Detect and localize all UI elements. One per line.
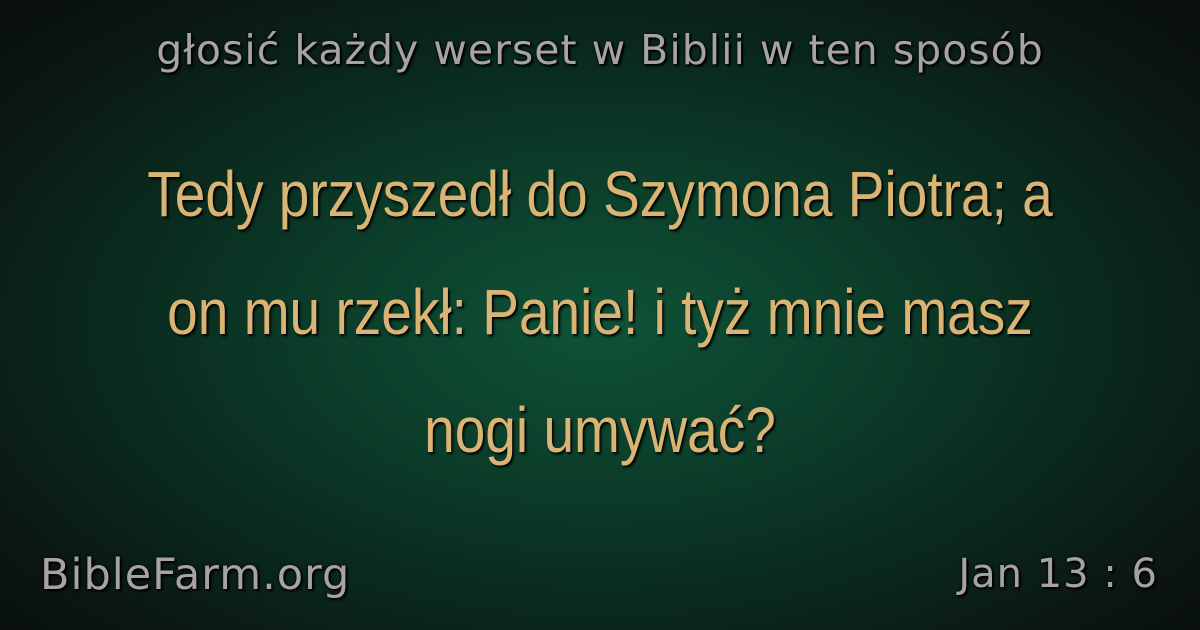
tagline: głosić każdy werset w Biblii w ten sposób — [156, 26, 1044, 74]
verse-text: Tedy przyszedł do Szymona Piotra; a on mu rzekł: Panie! i tyż mnie masz nogi umywać? — [147, 158, 1053, 466]
site-name: BibleFarm.org — [40, 550, 351, 600]
verse-reference: Jan 13 : 6 — [958, 551, 1158, 597]
